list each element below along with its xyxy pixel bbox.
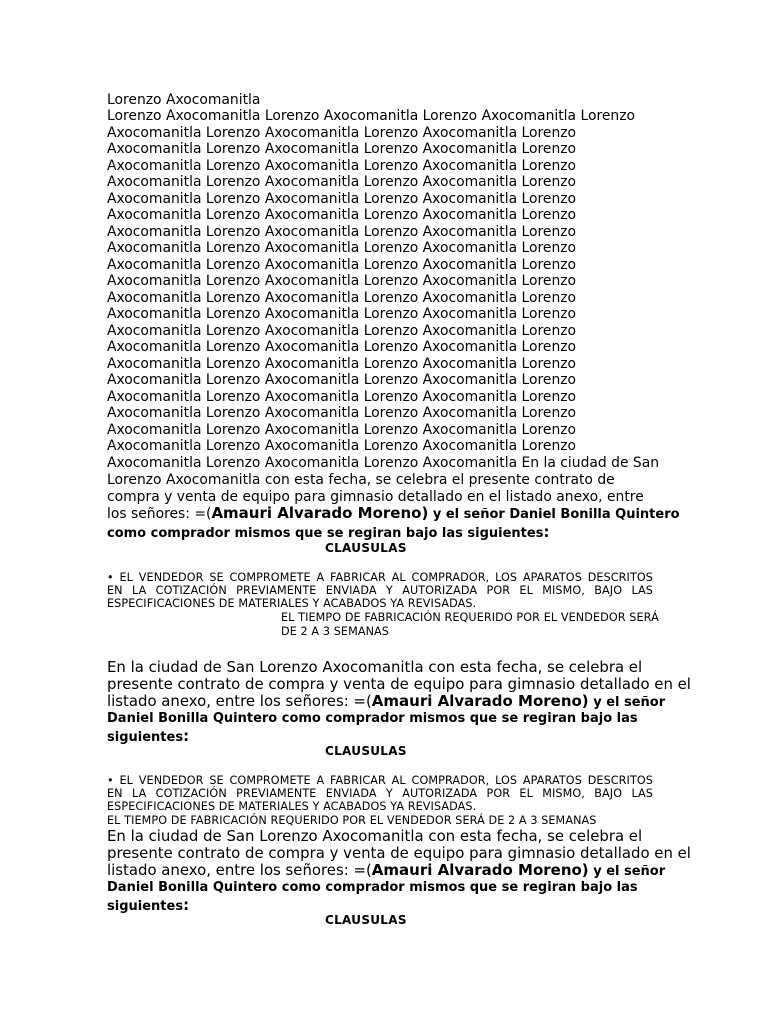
s3-line-3-pre: listado anexo, entre los señores: =( [107,861,372,879]
s3-heading: CLAUSULAS [325,913,407,927]
s1-clause-line-2: EN LA COTIZACIÓN PREVIAMENTE ENVIADA Y AUTORIZADA POR EL MISMO, BAJO LAS [107,584,653,597]
s1-heading: CLAUSULAS [325,541,407,555]
s3-line-2: presente contrato de compra y venta de equipo para gimnasio detallado en el [107,844,691,862]
s1-line-1: Lorenzo Axocomanitla con esta fecha, se celebra el presente contrato de [107,472,615,488]
s1-line-2: compra y venta de equipo para gimnasio detallado en el listado anexo, entre [107,489,644,505]
s3-line-3-post: y el señor [588,864,666,879]
s1-line-4 [107,523,549,541]
s1-line-3 [107,505,680,524]
s2-line-5-text: siguientes [107,730,184,745]
name-line: Axocomanitla Lorenzo Axocomanitla Lorenzo Axocomanitla Lorenzo [107,355,577,372]
s2-clause-line-2: EN LA COTIZACIÓN PREVIAMENTE ENVIADA Y AUTORIZADA POR EL MISMO, BAJO LAS [107,787,653,800]
name-line: Axocomanitla Lorenzo Axocomanitla Lorenzo Axocomanitla Lorenzo [107,405,577,421]
s2-time-line: EL TIEMPO DE FABRICACIÓN REQUERIDO POR EL VENDEDOR SERÁ DE 2 A 3 SEMANAS [107,814,597,827]
name-line: Axocomanitla Lorenzo Axocomanitla Lorenzo Axocomanitla Lorenzo [107,438,577,454]
name-line: Axocomanitla Lorenzo Axocomanitla Lorenzo Axocomanitla Lorenzo [107,322,577,339]
name-line: Axocomanitla Lorenzo Axocomanitla Lorenzo Axocomanitla Lorenzo [107,190,577,207]
s1-line-4-text: como comprador mismos que se regiran bajo las siguientes [107,526,544,541]
s2-line-3-post: y el señor [588,695,666,710]
name-line: Axocomanitla Lorenzo Axocomanitla Lorenzo Axocomanitla Lorenzo [107,388,577,405]
name-line: Axocomanitla Lorenzo Axocomanitla Lorenzo Axocomanitla Lorenzo [107,256,577,273]
name-line: Axocomanitla Lorenzo Axocomanitla Lorenzo Axocomanitla Lorenzo [107,174,577,190]
s2-line-1: En la ciudad de San Lorenzo Axocomanitla con esta fecha, se celebra el [107,658,643,676]
s2-line-5-colon: : [183,727,190,745]
name-line: Axocomanitla Lorenzo Axocomanitla Lorenzo Axocomanitla En la ciudad de San [107,454,660,471]
s1-line-4-colon: : [543,523,550,541]
s1-line-3-pre: los señores: =( [107,506,212,522]
s1-time-line-2: DE 2 A 3 SEMANAS [281,625,389,638]
seller-name-2: Amauri Alvarado Moreno) [371,692,589,710]
name-line: Axocomanitla Lorenzo Axocomanitla Lorenzo Axocomanitla Lorenzo [107,223,577,240]
s2-line-5 [107,727,189,745]
s1-clause-line-3: ESPECIFICACIONES DE MATERIALES Y ACABADOS YA REVISADAS. [107,597,477,610]
name-line: Axocomanitla Lorenzo Axocomanitla Lorenzo Axocomanitla Lorenzo [107,157,577,174]
name-line: Axocomanitla Lorenzo Axocomanitla Lorenzo Axocomanitla Lorenzo [107,207,577,223]
name-line: Axocomanitla Lorenzo Axocomanitla Lorenzo Axocomanitla Lorenzo [107,273,577,289]
s2-line-4: Daniel Bonilla Quintero como comprador mismos que se regiran bajo las [107,711,638,726]
s2-heading: CLAUSULAS [325,744,407,758]
name-line: Axocomanitla Lorenzo Axocomanitla Lorenzo Axocomanitla Lorenzo [107,240,577,256]
s2-clause-line-3: ESPECIFICACIONES DE MATERIALES Y ACABADOS YA REVISADAS. [107,800,477,813]
s2-clause-line-1: • EL VENDEDOR SE COMPROMETE A FABRICAR AL COMPRADOR, LOS APARATOS DESCRITOS [107,774,653,787]
s2-line-3 [107,693,665,712]
s1-line-3-post: y el señor Daniel Bonilla Quintero [428,507,680,522]
seller-name-3: Amauri Alvarado Moreno) [371,861,589,879]
name-line: Axocomanitla Lorenzo Axocomanitla Lorenzo Axocomanitla Lorenzo [107,141,577,157]
s3-line-3 [107,862,665,881]
name-line: Axocomanitla Lorenzo Axocomanitla Lorenzo Axocomanitla Lorenzo [107,339,577,355]
s1-time-line-1: EL TIEMPO DE FABRICACIÓN REQUERIDO POR EL VENDEDOR SERÁ [281,611,659,624]
name-line: Axocomanitla Lorenzo Axocomanitla Lorenzo Axocomanitla Lorenzo [107,421,577,438]
name-line: Axocomanitla Lorenzo Axocomanitla Lorenzo Axocomanitla Lorenzo [107,306,577,322]
seller-name: Amauri Alvarado Moreno) [211,504,429,522]
s2-line-2: presente contrato de compra y venta de equipo para gimnasio detallado en el [107,675,691,693]
name-line-first: Lorenzo Axocomanitla [107,92,261,108]
s3-line-5-colon: : [183,896,190,914]
s1-clause-line-1: • EL VENDEDOR SE COMPROMETE A FABRICAR AL COMPRADOR, LOS APARATOS DESCRITOS [107,571,653,584]
s3-line-5-text: siguientes [107,899,184,914]
name-line: Axocomanitla Lorenzo Axocomanitla Lorenzo Axocomanitla Lorenzo [107,124,577,141]
s3-line-4: Daniel Bonilla Quintero como comprador mismos que se regiran bajo las [107,880,638,895]
s3-line-5 [107,896,189,914]
repeated-name-block [107,108,659,471]
s3-line-1: En la ciudad de San Lorenzo Axocomanitla con esta fecha, se celebra el [107,827,643,845]
s2-line-3-pre: listado anexo, entre los señores: =( [107,692,372,710]
name-line: Axocomanitla Lorenzo Axocomanitla Lorenzo Axocomanitla Lorenzo [107,289,577,306]
name-line: Axocomanitla Lorenzo Axocomanitla Lorenzo Axocomanitla Lorenzo [107,372,577,388]
name-line: Lorenzo Axocomanitla Lorenzo Axocomanitla Lorenzo Axocomanitla Lorenzo [107,108,636,124]
